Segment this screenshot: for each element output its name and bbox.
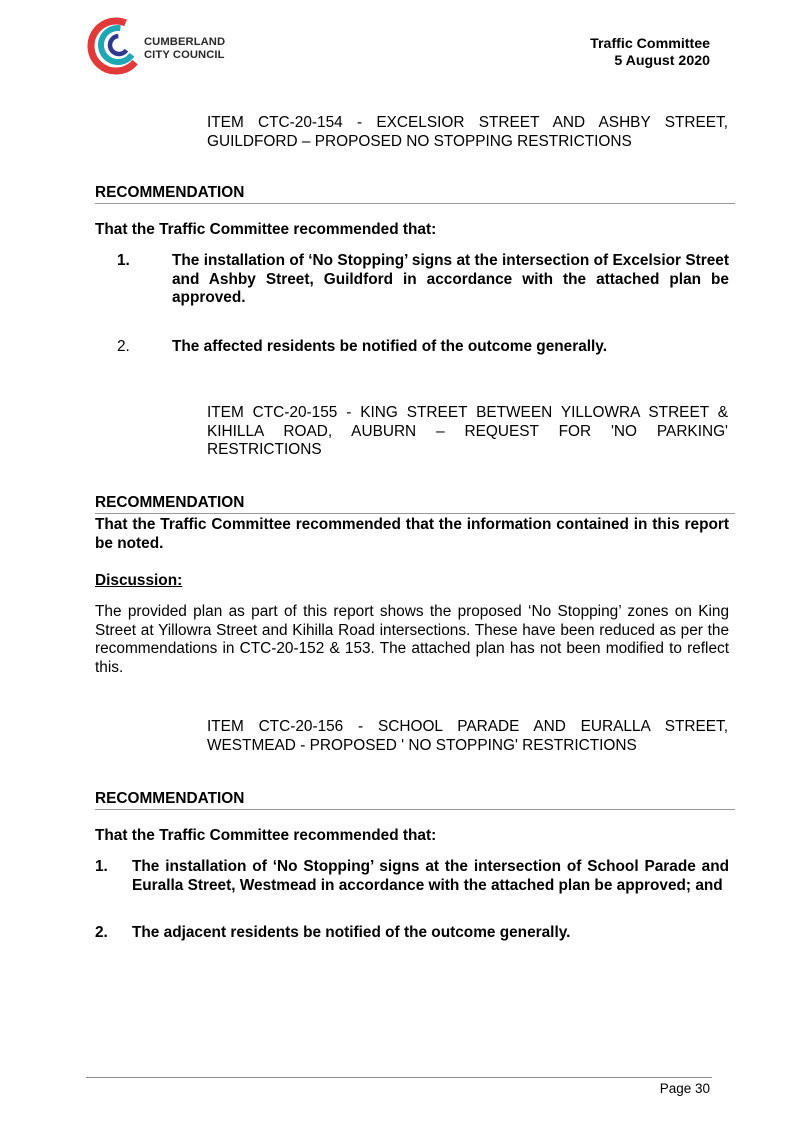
item-154-title: ITEM CTC-20-154 - EXCELSIOR STREET AND ASHBY STREET, GUILDFORD – PROPOSED NO STOPPING RESTRICTIONS (207, 114, 728, 150)
list-item-text: The installation of ‘No Stopping’ signs at the intersection of School Parade and Euralla Street, Westmead in accordance with the attached plan be approved; and (132, 858, 729, 894)
list-item-number: 2. (117, 338, 130, 355)
council-logo-icon (86, 14, 142, 78)
item-154-intro: That the Traffic Committee recommended that: (95, 221, 437, 238)
list-item-text: The adjacent residents be notified of the outcome generally. (132, 924, 571, 941)
document-header (590, 36, 710, 70)
meeting-date: 5 August 2020 (614, 53, 710, 69)
org-name-line2: CITY COUNCIL (144, 48, 225, 61)
org-name-line1: CUMBERLAND (144, 36, 226, 48)
item-155-discussion-heading: Discussion: (95, 572, 183, 589)
item-156-list (95, 858, 729, 958)
council-logo (86, 14, 266, 78)
page-number: Page 30 (659, 1081, 710, 1096)
item-156-title: ITEM CTC-20-156 - SCHOOL PARADE AND EURALLA STREET, WESTMEAD - PROPOSED ' NO STOPPING' RESTRICTIONS (207, 718, 728, 754)
list-item-number: 2. (95, 924, 108, 941)
list-item-number: 1. (117, 252, 130, 269)
list-item-text: The affected residents be notified of the outcome generally. (172, 338, 608, 355)
item-155-intro: That the Traffic Committee recommended that the information contained in this report be noted. (95, 516, 729, 552)
committee-name: Traffic Committee (590, 36, 710, 52)
list-item-text: The installation of ‘No Stopping’ signs at the intersection of Excelsior Street and Ashby Street, Guildford in accordance with the attached plan be approved. (172, 252, 729, 307)
item-155-discussion: The provided plan as part of this report shows the proposed ‘No Stopping’ zones on King Street at Yillowra Street and Kihilla Road intersections. These have been reduced as per the recommendations in CTC-20-152 & 153. The attached plan has not been modified to reflect this. (95, 603, 729, 676)
item-154-recommendation-heading: RECOMMENDATION (95, 184, 735, 204)
footer-divider (86, 1077, 712, 1078)
item-156-recommendation-heading: RECOMMENDATION (95, 790, 735, 810)
list-item-number: 1. (95, 858, 108, 875)
item-155-title: ITEM CTC-20-155 - KING STREET BETWEEN YILLOWRA STREET & KIHILLA ROAD, AUBURN – REQUEST FOR 'NO PARKING' RESTRICTIONS (207, 404, 728, 459)
item-154-list (95, 252, 729, 372)
item-156-intro: That the Traffic Committee recommended that: (95, 827, 437, 844)
org-name (144, 36, 225, 61)
item-155-recommendation-heading: RECOMMENDATION (95, 494, 735, 514)
